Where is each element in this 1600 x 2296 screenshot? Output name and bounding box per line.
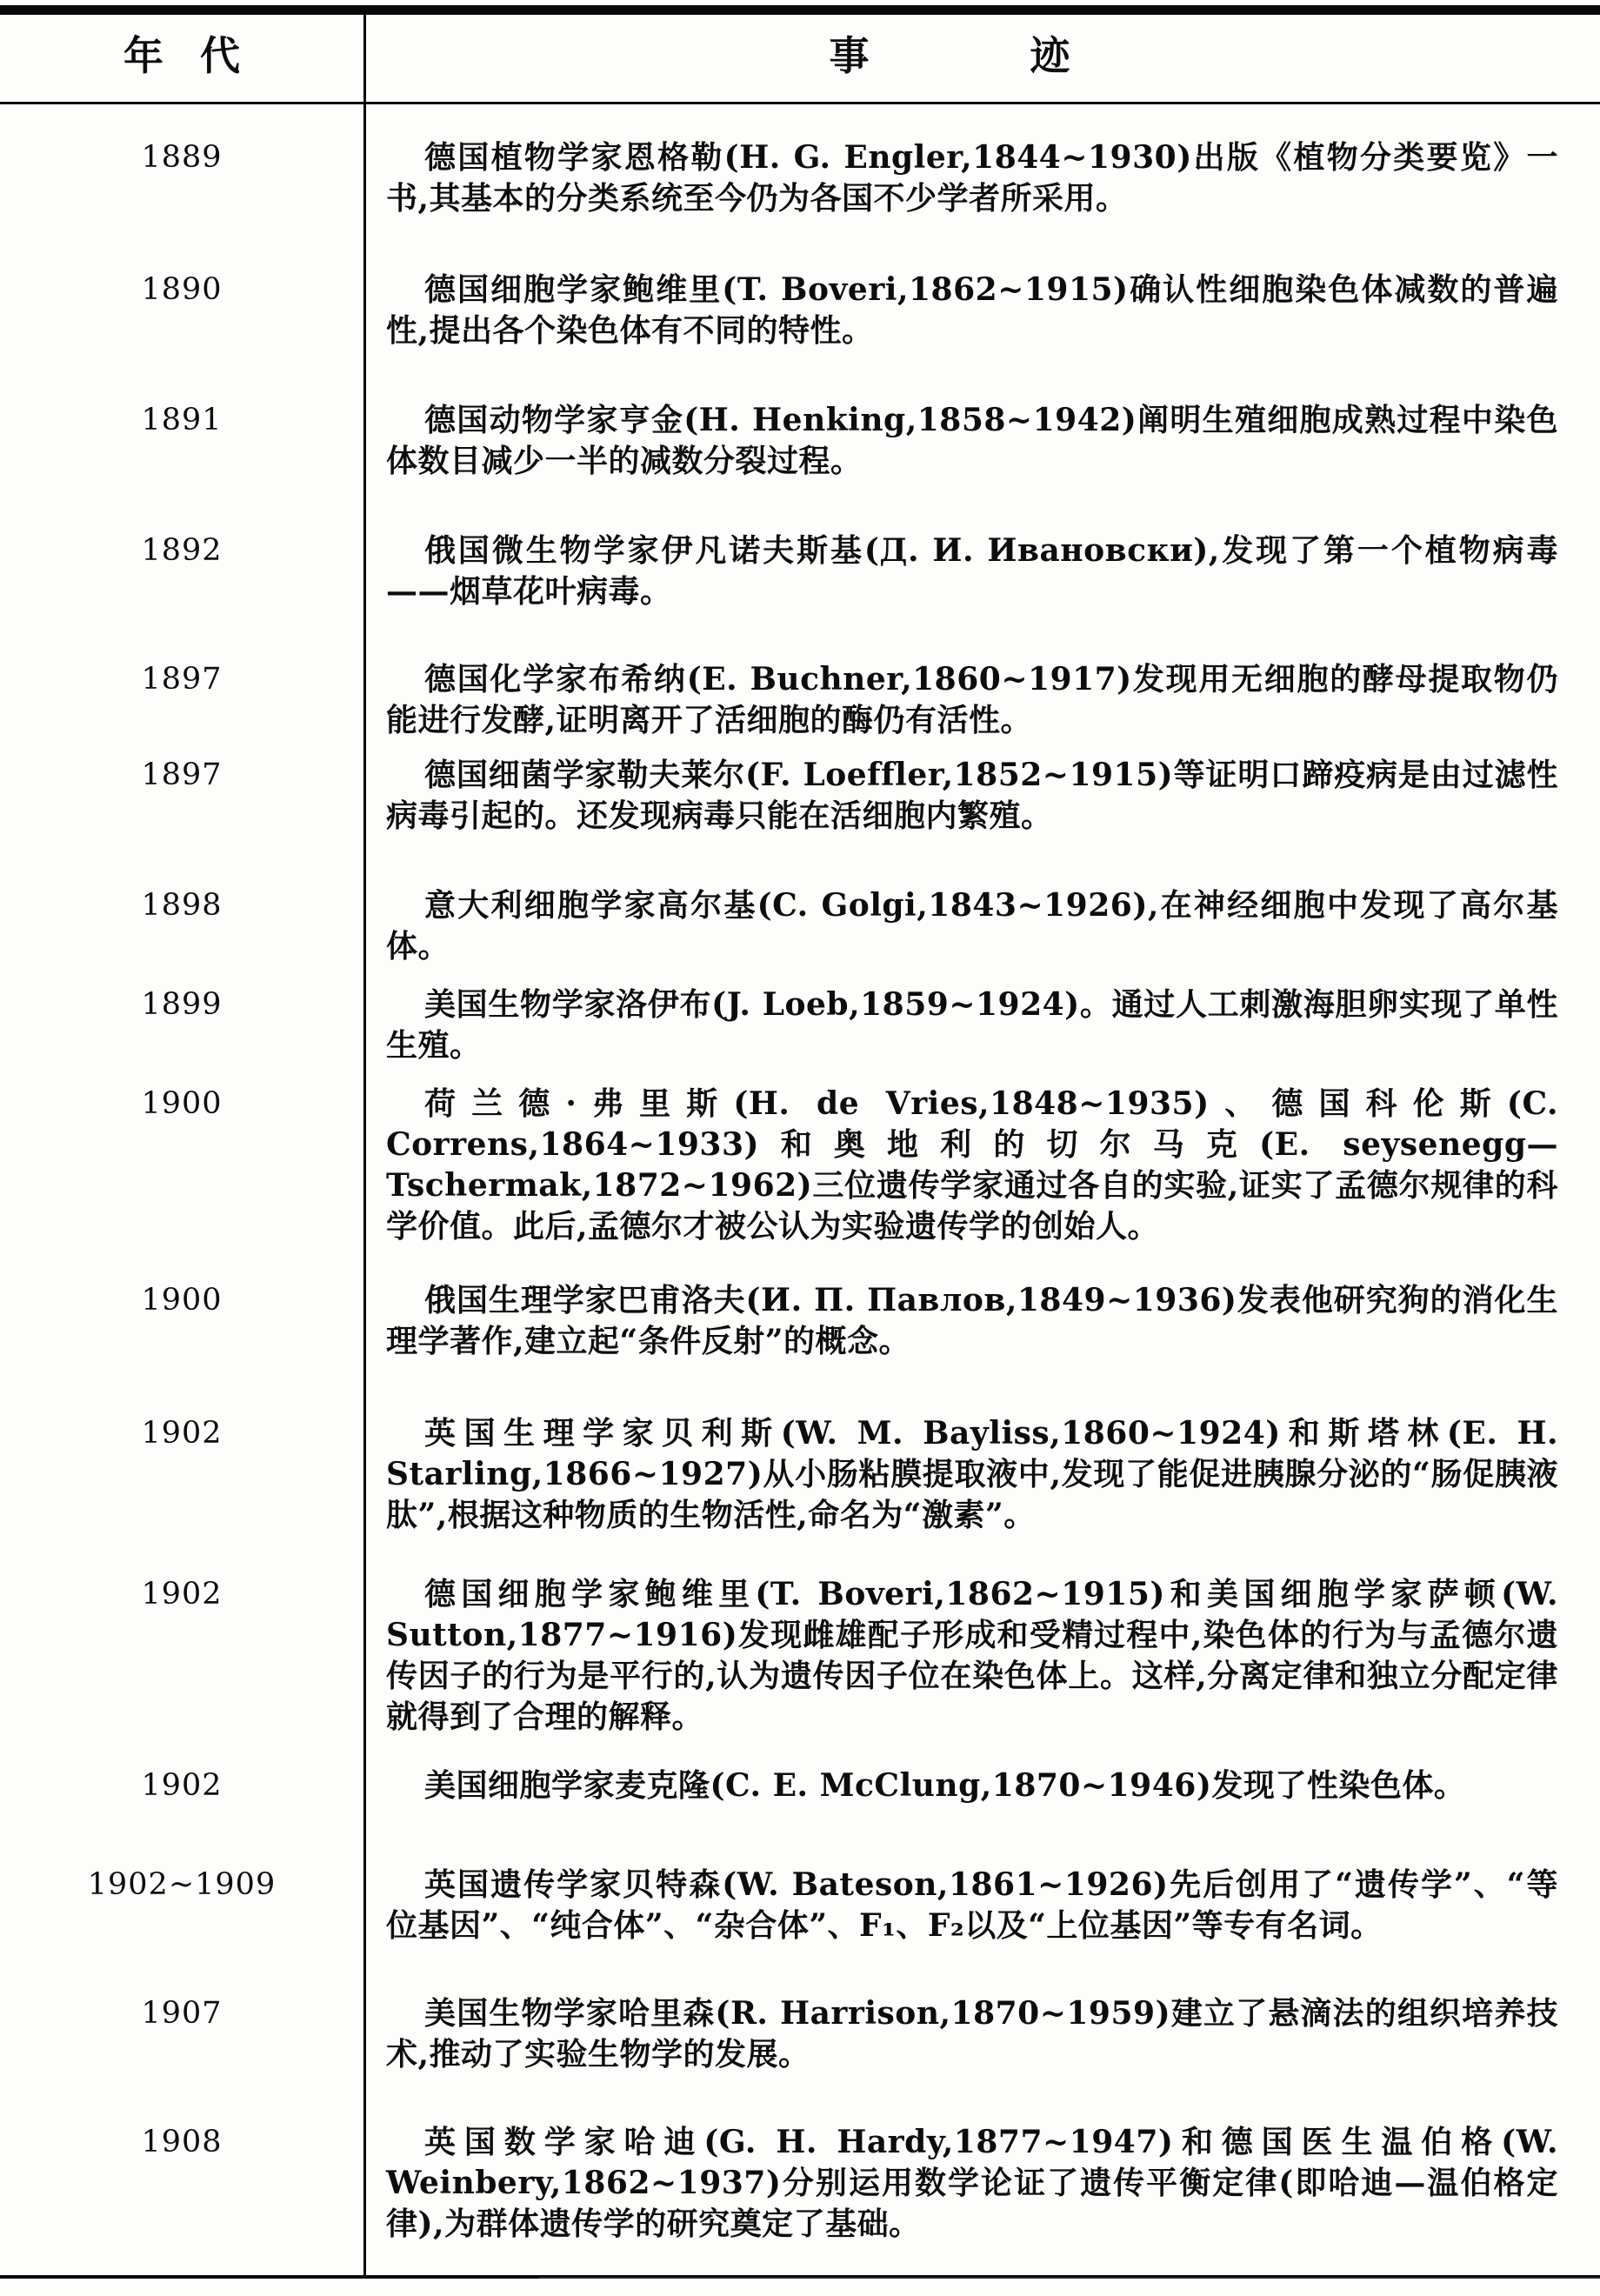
event-cell: 英国生理学家贝利斯(W. M. Bayliss,1860~1924)和斯塔林(E. H. Starling,1866~1927)从小肠粘膜提取液中,发现了能促进胰腺分泌的“肠促胰液肽”,根据这种物质的生物活性,命名为“激素”。	[386, 1415, 1558, 1533]
header-event-char: 事	[829, 32, 870, 79]
year-cell: 1889	[141, 140, 223, 175]
column-header-event	[384, 30, 1515, 82]
year-cell: 1899	[141, 987, 223, 1022]
event-cell: 美国细胞学家麦克隆(C. E. McClung,1870~1946)发现了性染色体。	[424, 1767, 1466, 1804]
year-cell: 1897	[141, 662, 223, 697]
year-cell: 1891	[141, 403, 223, 437]
header-year-char: 代	[200, 32, 240, 79]
event-cell: 德国动物学家亨金(H. Henking,1858~1942)阐明生殖细胞成熟过程中染色体数目减少一半的减数分裂过程。	[386, 402, 1558, 479]
event-cell: 德国化学家布希纳(E. Buchner,1860~1917)发现用无细胞的酵母提取物仍能进行发酵,证明离开了活细胞的酶仍有活性。	[386, 661, 1558, 738]
year-cell: 1892	[141, 533, 223, 568]
event-cell: 英国遗传学家贝特森(W. Bateson,1861~1926)先后创用了“遗传学”、“等位基因”、“纯合体”、“杂合体”、F₁、F₂以及“上位基因”等专有名词。	[386, 1866, 1558, 1944]
event-cell: 美国生物学家哈里森(R. Harrison,1870~1959)建立了悬滴法的组织培养技术,推动了实验生物学的发展。	[386, 1995, 1558, 2072]
table-top-border	[0, 5, 1600, 15]
year-cell: 1902	[141, 1577, 223, 1612]
year-cell: 1898	[141, 888, 223, 923]
event-cell: 德国细胞学家鲍维里(T. Boveri,1862~1915)确认性细胞染色体减数的普遍性,提出各个染色体有不同的特性。	[386, 271, 1558, 349]
header-event-char: 迹	[1030, 32, 1070, 79]
year-cell: 1900	[141, 1283, 223, 1318]
event-cell: 德国植物学家恩格勒(H. G. Engler,1844~1930)出版《植物分类要览》一书,其基本的分类系统至今仍为各国不少学者所采用。	[386, 139, 1558, 217]
event-cell: 德国细胞学家鲍维里(T. Boveri,1862~1915)和美国细胞学家萨顿(W. Sutton,1877~1916)发现雌雄配子形成和受精过程中,染色体的行为与孟德尔遗传因子的行为是平行的,认为遗传因子位在染色体上。这样,分离定律和独立分配定律就得到了合理的解释。	[386, 1576, 1558, 1735]
year-cell: 1908	[141, 2125, 223, 2159]
year-cell: 1907	[141, 1996, 223, 2031]
year-cell: 1902	[141, 1768, 223, 1803]
event-cell: 英国数学家哈迪(G. H. Hardy,1877~1947)和德国医生温伯格(W. Weinbery,1862~1937)分别运用数学论证了遗传平衡定律(即哈迪—温伯格定律),为群体遗传学的研究奠定了基础。	[386, 2124, 1558, 2242]
year-cell: 1902~1909	[87, 1867, 277, 1902]
event-cell: 美国生物学家洛伊布(J. Loeb,1859~1924)。通过人工刺激海胆卵实现了单性生殖。	[386, 986, 1558, 1064]
column-header-year	[0, 30, 363, 82]
column-divider	[363, 13, 366, 2278]
year-cell: 1897	[141, 758, 223, 792]
event-cell: 德国细菌学家勒夫莱尔(F. Loeffler,1852~1915)等证明口蹄疫病是由过滤性病毒引起的。还发现病毒只能在活细胞内繁殖。	[386, 757, 1558, 834]
year-cell: 1902	[141, 1416, 223, 1451]
event-cell: 俄国微生物学家伊凡诺夫斯基(Д. И. Ивановски),发现了第一个植物病毒——烟草花叶病毒。	[386, 532, 1558, 610]
header-year-char: 年	[123, 32, 163, 79]
header-underline	[0, 102, 1600, 104]
event-cell: 意大利细胞学家高尔基(C. Golgi,1843~1926),在神经细胞中发现了高尔基体。	[386, 887, 1558, 964]
event-cell: 俄国生理学家巴甫洛夫(И. П. Павлов,1849~1936)发表他研究狗的消化生理学著作,建立起“条件反射”的概念。	[386, 1282, 1558, 1359]
year-cell: 1890	[141, 272, 223, 307]
event-cell: 荷兰德·弗里斯(H. de Vries,1848~1935)、德国科伦斯(C. Correns,1864~1933)和奥地利的切尔马克(E. seysenegg—Tschermak,1872~1962)三位遗传学家通过各自的实验,证实了孟德尔规律的科学价值。此后,孟德尔才被公认为实验遗传学的创始人。	[386, 1085, 1558, 1245]
table-bottom-border-fade	[539, 2277, 1600, 2279]
year-cell: 1900	[141, 1086, 223, 1121]
